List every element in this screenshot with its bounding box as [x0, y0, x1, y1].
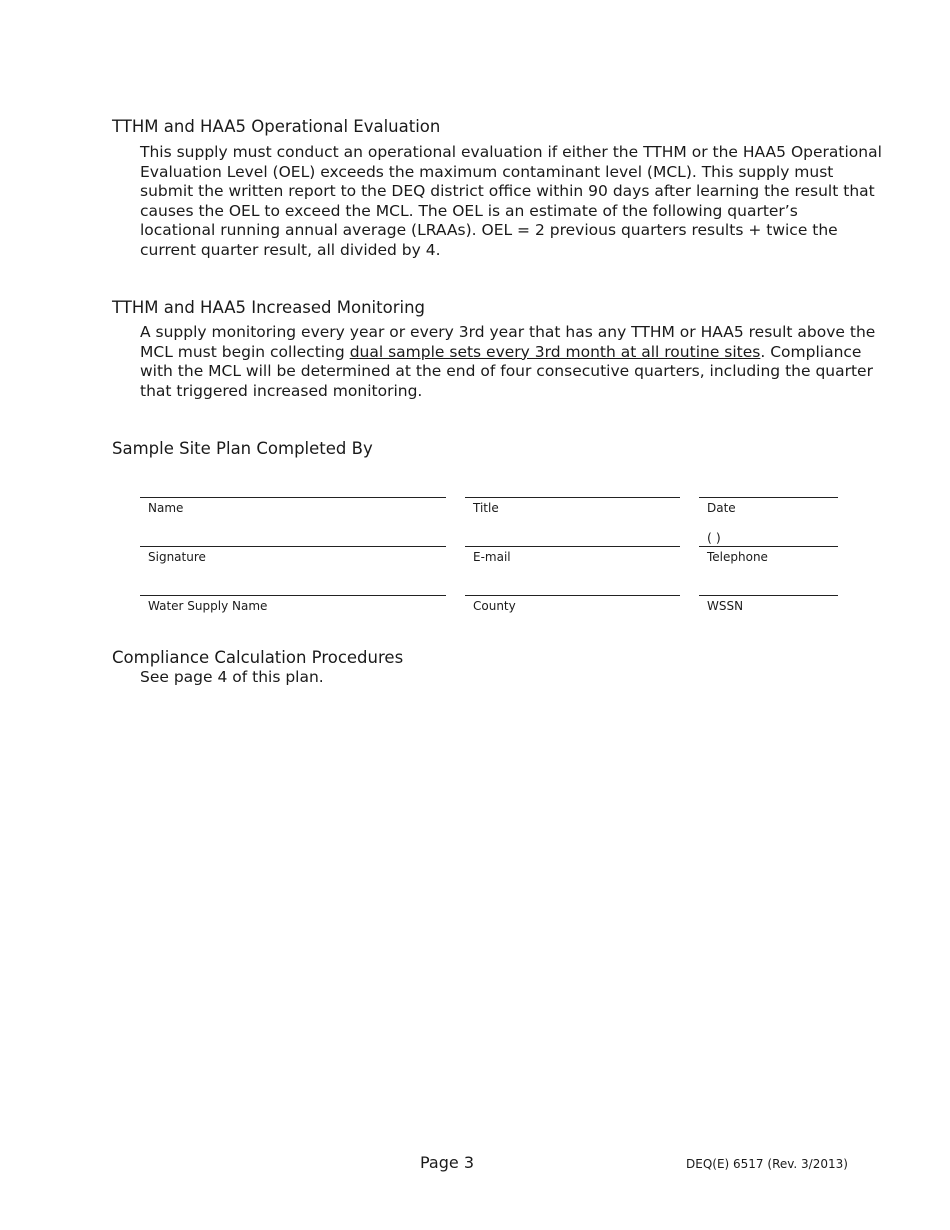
paragraph-increased-monitoring — [140, 323, 880, 401]
telephone-area-code-parens: ( ) — [707, 530, 721, 545]
paragraph-line: causes the OEL to exceed the MCL. The OEL is an estimate of the following quarter’s — [140, 201, 798, 220]
paragraph-line: current quarter result, all divided by 4. — [140, 240, 441, 259]
paragraph-line: submit the written report to the DEQ district office within 90 days after learning the result that — [140, 182, 875, 201]
email-label: E-mail — [473, 550, 511, 564]
water-supply-name-field[interactable] — [140, 595, 446, 614]
signature-field[interactable] — [140, 546, 446, 565]
name-field[interactable] — [140, 497, 446, 516]
wssn-field[interactable] — [699, 595, 838, 614]
page-number: Page 3 — [420, 1153, 474, 1172]
section-heading-compliance-calculation: Compliance Calculation Procedures — [112, 648, 404, 667]
paragraph-line: Evaluation Level (OEL) exceeds the maximum contaminant level (MCL). This supply must — [140, 162, 834, 181]
paragraph-line: that triggered increased monitoring. — [140, 381, 423, 400]
title-field[interactable] — [465, 497, 680, 516]
section-heading-operational-evaluation: TTHM and HAA5 Operational Evaluation — [112, 117, 441, 136]
wssn-label: WSSN — [707, 599, 744, 613]
title-label: Title — [473, 501, 499, 515]
section-heading-completed-by: Sample Site Plan Completed By — [112, 439, 373, 458]
text-run: . Compliance — [760, 342, 862, 361]
county-label: County — [473, 599, 516, 613]
paragraph-line: See page 4 of this plan. — [140, 668, 324, 686]
underlined-requirement: dual sample sets every 3rd month at all routine sites — [349, 342, 761, 361]
paragraph-line — [140, 343, 880, 363]
date-label: Date — [707, 501, 736, 515]
paragraph-line: with the MCL will be determined at the end of four consecutive quarters, including the quarter — [140, 362, 873, 381]
date-field[interactable] — [699, 497, 838, 516]
form-id: DEQ(E) 6517 (Rev. 3/2013) — [686, 1157, 848, 1171]
name-label: Name — [148, 501, 184, 515]
telephone-field[interactable] — [699, 546, 838, 565]
county-field[interactable] — [465, 595, 680, 614]
section-heading-increased-monitoring: TTHM and HAA5 Increased Monitoring — [112, 298, 426, 317]
paragraph-compliance-calculation — [140, 668, 880, 688]
paragraph-line: This supply must conduct an operational evaluation if either the TTHM or the HAA5 Operational — [140, 143, 882, 161]
telephone-label: Telephone — [707, 550, 768, 564]
paragraph-line: locational running annual average (LRAAs). OEL = 2 previous quarters results + twice the — [140, 221, 838, 240]
water-supply-name-label: Water Supply Name — [148, 599, 268, 613]
paragraph-operational-evaluation — [140, 143, 880, 261]
text-run: MCL must begin collecting — [140, 342, 350, 361]
email-field[interactable] — [465, 546, 680, 565]
paragraph-line: A supply monitoring every year or every 3rd year that has any TTHM or HAA5 result above the — [140, 323, 876, 341]
signature-label: Signature — [148, 550, 206, 564]
